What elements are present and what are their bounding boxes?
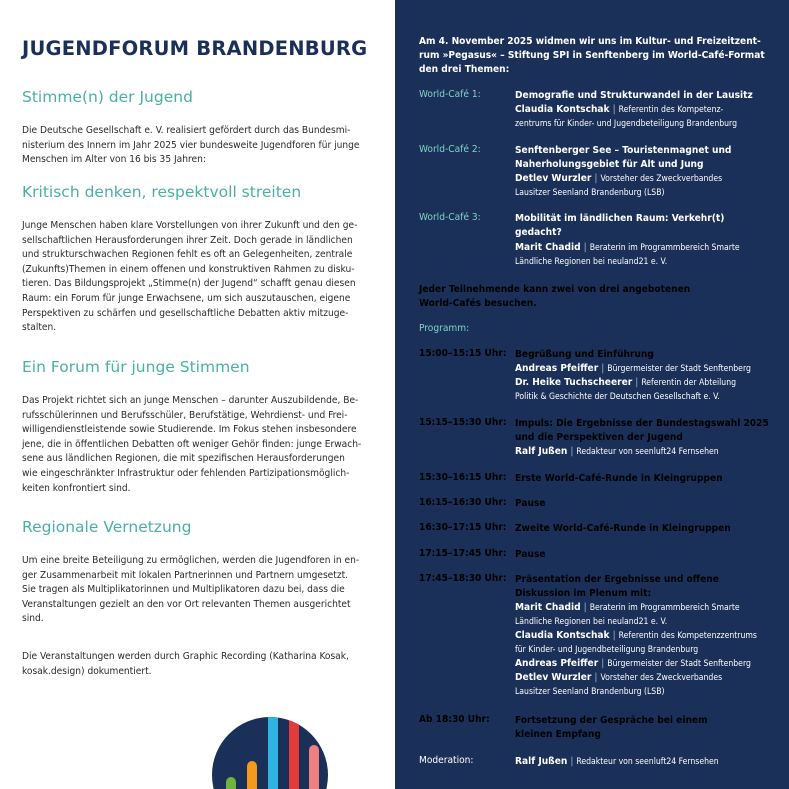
program-time: 15:30–16:15 Uhr: bbox=[419, 472, 507, 483]
speaker bbox=[515, 657, 775, 671]
program-speakers bbox=[515, 445, 775, 459]
speaker bbox=[515, 755, 775, 769]
speaker-name: Marit Chadid bbox=[515, 242, 581, 253]
speaker-name: Claudia Kontschak bbox=[515, 104, 610, 115]
program-title: Pause bbox=[515, 498, 546, 509]
separator: | bbox=[601, 363, 605, 374]
speaker-role-continued: Ländliche Regionen bei neuland21 e. V. bbox=[515, 257, 668, 267]
speaker bbox=[515, 445, 775, 459]
speaker-name: Claudia Kontschak bbox=[515, 630, 610, 641]
speaker-role: Vorsteher des Zweckverbandes bbox=[600, 673, 723, 683]
speaker-name: Marit Chadid bbox=[515, 602, 581, 613]
separator: | bbox=[583, 602, 587, 613]
speaker bbox=[515, 362, 775, 376]
speaker bbox=[515, 103, 775, 117]
speaker-role-continued: Ländliche Regionen bei neuland21 e. V. bbox=[515, 617, 668, 627]
speaker-role: Referentin der Abteilung bbox=[641, 378, 737, 388]
speaker bbox=[515, 172, 775, 186]
event-intro: Am 4. November 2025 widmen wir uns im Kultur- und Freizeitzent- rum »Pegasus« – Stiftung SPI in Senftenberg im World-Café-Format den drei Themen: bbox=[419, 36, 765, 76]
speaker-role-continued: zentrums für Kinder- und Jugendbeteiligung Brandenburg bbox=[515, 119, 737, 129]
program-time: 17:15–17:45 Uhr: bbox=[419, 548, 507, 559]
program-speakers bbox=[515, 601, 775, 699]
section-heading: Kritisch denken, respektvoll streiten bbox=[22, 183, 302, 201]
separator: | bbox=[601, 658, 605, 669]
separator: | bbox=[594, 173, 598, 184]
speaker-role: Bürgermeister der Stadt Senftenberg bbox=[607, 659, 751, 669]
speaker bbox=[515, 241, 775, 255]
jugendforum-logo bbox=[205, 690, 335, 789]
speaker-name: Dr. Heike Tuchscheerer bbox=[515, 377, 633, 388]
speaker bbox=[515, 671, 775, 685]
speaker-name: Ralf Jußen bbox=[515, 756, 568, 767]
speaker bbox=[515, 601, 775, 615]
speaker-role: Redakteur von seenluft24 Fernsehen bbox=[576, 447, 719, 457]
separator: | bbox=[635, 377, 639, 388]
program-title: Zweite World-Café-Runde in Kleingruppen bbox=[515, 523, 731, 534]
participation-note: Jeder Teilnehmende kann zwei von drei angebotenen World-Cafés besuchen. bbox=[419, 284, 691, 309]
separator: | bbox=[570, 756, 574, 767]
separator: | bbox=[612, 104, 616, 115]
speaker-name: Ralf Jußen bbox=[515, 446, 568, 457]
speaker bbox=[515, 376, 775, 390]
world-cafe-label: World-Café 3: bbox=[419, 212, 481, 223]
speaker bbox=[515, 629, 775, 643]
speaker-role: Bürgermeister der Stadt Senftenberg bbox=[607, 364, 751, 374]
world-cafe-topic: Mobilität im ländlichen Raum: Verkehr(t) gedacht? bbox=[515, 213, 725, 238]
speaker-name: Andreas Pfeiffer bbox=[515, 363, 599, 374]
program-time: 16:15–16:30 Uhr: bbox=[419, 497, 507, 508]
section-text: Um eine breite Beteiligung zu ermöglichen, werden die Jugendforen in en- ger Zusammenarbeit mit lokalen Partnerinnen und Partnern umgesetzt. Sie tragen als Multiplikatorinnen und Multiplikatoren dazu bei, dass die Veranstaltungen gezielt an den vor Ort relevanten Themen ausgerichtet sind. bbox=[22, 555, 360, 625]
separator: | bbox=[570, 446, 574, 457]
section-text: Junge Menschen haben klare Vorstellungen von ihrer Zukunft und den ge- sellschaftlichen Herausforderungen ihrer Zeit. Doch gerade in ländlichen und strukturschwachen Regionen fehlt es oft an Gelegenheiten, zentrale (Zukunfts)Themen in einem offenen und konstruktiven Rahmen zu disku- tieren. Das Bildungsprojekt „Stimme(n) der Jugend“ schafft genau diesen Raum: ein Forum für junge Erwachsene, um sich auszutauschen, eigene Perspektiven zu schärfen und gesellschaftliche Debatten aktiv mitzuge- stalten. bbox=[22, 220, 358, 334]
world-cafe-topic: Demografie und Strukturwandel in der Lausitz bbox=[515, 90, 753, 101]
speaker-role: Redakteur von seenluft24 Fernsehen bbox=[576, 757, 719, 767]
speaker-role-continued: Lausitzer Seenland Brandenburg (LSB) bbox=[515, 188, 665, 198]
program-time: Ab 18:30 Uhr: bbox=[419, 714, 490, 725]
program-title: Impuls: Die Ergebnisse der Bundestagswahl 2025 und die Perspektiven der Jugend bbox=[515, 418, 769, 443]
speaker-role: Referentin des Kompetenz- bbox=[618, 105, 724, 115]
speaker-name: Detlev Wurzler bbox=[515, 173, 592, 184]
program-title: Fortsetzung der Gespräche bei einem kleinen Empfang bbox=[515, 715, 708, 740]
separator: | bbox=[594, 672, 598, 683]
program-title: Pause bbox=[515, 549, 546, 560]
speaker-role-continued: Lausitzer Seenland Brandenburg (LSB) bbox=[515, 687, 665, 697]
program-time: 16:30–17:15 Uhr: bbox=[419, 522, 507, 533]
section-heading: Stimme(n) der Jugend bbox=[22, 88, 193, 106]
world-cafe-speakers bbox=[515, 103, 775, 131]
world-cafe-topic: Senftenberger See – Touristenmagnet und Naherholungsgebiet für Alt und Jung bbox=[515, 145, 732, 170]
program-time: 15:00–15:15 Uhr: bbox=[419, 348, 507, 359]
section-heading: Ein Forum für junge Stimmen bbox=[22, 358, 250, 376]
section-text: Die Deutsche Gesellschaft e. V. realisiert gefördert durch das Bundesmi- nisterium des Innern im Jahr 2025 vier bundesweite Jugendforen für junge Menschen im Alter von 16 bis 35 Jahren: bbox=[22, 125, 360, 166]
speaker-name: Detlev Wurzler bbox=[515, 672, 592, 683]
program-speakers bbox=[515, 362, 775, 404]
separator: | bbox=[583, 242, 587, 253]
speaker-role-continued: für Kinder- und Jugendbeteiligung Brandenburg bbox=[515, 645, 699, 655]
moderation-speaker bbox=[515, 755, 775, 769]
page-title: JUGENDFORUM BRANDENBURG bbox=[22, 37, 368, 60]
closing-text: Die Veranstaltungen werden durch Graphic Recording (Katharina Kosak, kosak.design) dokumentiert. bbox=[22, 651, 349, 677]
program-heading: Programm: bbox=[419, 323, 470, 334]
section-heading: Regionale Vernetzung bbox=[22, 518, 192, 536]
speaker-role: Beraterin im Programmbereich Smarte bbox=[589, 243, 740, 253]
speaker-role: Beraterin im Programmbereich Smarte bbox=[589, 603, 740, 613]
program-title: Begrüßung und Einführung bbox=[515, 349, 654, 360]
separator: | bbox=[612, 630, 616, 641]
section-text: Das Projekt richtet sich an junge Menschen – darunter Auszubildende, Be- rufsschülerinnen und Berufsschüler, Berufstätige, Wehrdienst- und Frei- willigendienstleistende sowie Studierende. Im Fokus stehen insbesondere jene, die in öffentlichen Debatten oft weniger Gehör finden: junge Erwach- sene aus ländlichen Regionen, die mit spezifischen Herausforderungen wie eingeschränkter Infrastruktur oder fehlenden Partizipationsmöglich- keiten konfrontiert sind. bbox=[22, 395, 362, 494]
speaker-role: Vorsteher des Zweckverbandes bbox=[600, 174, 723, 184]
speaker-name: Andreas Pfeiffer bbox=[515, 658, 599, 669]
program-time: 17:45–18:30 Uhr: bbox=[419, 573, 507, 584]
speaker-role-continued: Politik & Geschichte der Deutschen Gesellschaft e. V. bbox=[515, 392, 720, 402]
program-title: Präsentation der Ergebnisse und offene Diskussion im Plenum mit: bbox=[515, 574, 719, 599]
speaker-role: Referentin des Kompetenzzentrums bbox=[618, 631, 757, 641]
moderation-label: Moderation: bbox=[419, 755, 474, 766]
world-cafe-label: World-Café 2: bbox=[419, 144, 481, 155]
world-cafe-speakers bbox=[515, 241, 775, 269]
program-title: Erste World-Café-Runde in Kleingruppen bbox=[515, 473, 723, 484]
world-cafe-label: World-Café 1: bbox=[419, 89, 481, 100]
world-cafe-speakers bbox=[515, 172, 775, 200]
program-time: 15:15–15:30 Uhr: bbox=[419, 417, 507, 428]
